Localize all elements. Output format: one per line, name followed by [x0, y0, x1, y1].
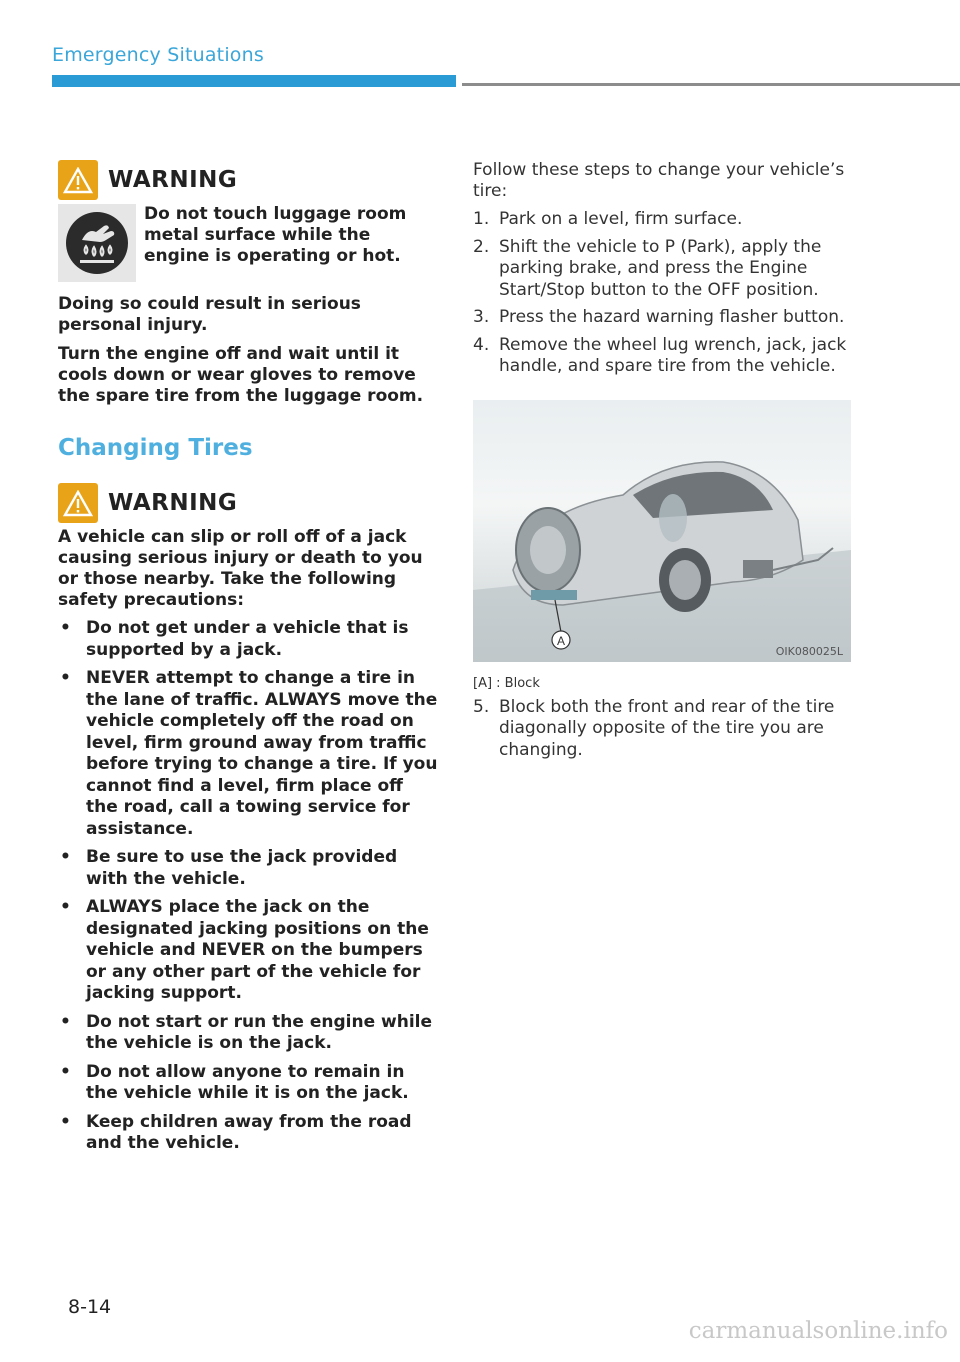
- car-illustration-icon: [473, 400, 851, 662]
- header-rule: [462, 83, 960, 86]
- step-item: 2. Shift the vehicle to P (Park), apply the parking brake, and press the Engine Start/Stop button to the OFF position.: [473, 236, 822, 300]
- list-item: • Do not start or run the engine while the vehicle is on the jack.: [60, 1011, 433, 1053]
- tire-change-steps-cont: [473, 697, 853, 762]
- warning-instruction: Turn the engine off and wait until it cools down or wear gloves to remove the spare tire from the luggage room.: [58, 344, 424, 406]
- figure-code: OIK080025L: [775, 644, 843, 658]
- list-item: • ALWAYS place the jack on the designated jacking positions on the vehicle and NEVER on the bumpers or any other part of the vehicle for jacking support.: [60, 897, 429, 1003]
- step-item: 1. Park on a level, firm surface.: [473, 209, 743, 229]
- car-jack-illustration: [473, 400, 851, 662]
- left-column: [58, 160, 438, 1155]
- step-item: 4. Remove the wheel lug wrench, jack, jack handle, and spare tire from the vehicle.: [473, 334, 847, 376]
- hot-surface-notice: [58, 204, 438, 282]
- warning-icon: [58, 160, 98, 200]
- safety-precautions-list: [58, 618, 438, 1155]
- step-item: 5. Block both the front and rear of the tire diagonally opposite of the tire you are changing.: [473, 696, 835, 760]
- hot-surface-icon: [58, 204, 136, 282]
- list-item: • Be sure to use the jack provided with the vehicle.: [60, 847, 398, 889]
- list-item: • NEVER attempt to change a tire in the lane of traffic. ALWAYS move the vehicle completely off the road on level, firm ground away from traffic before trying to change a tire. If you cannot find a level, firm place off the road, call a towing service for assistance.: [60, 668, 438, 839]
- figure-caption: [A] : Block: [473, 675, 540, 691]
- right-column: [473, 160, 853, 761]
- list-item: • Do not get under a vehicle that is supported by a jack.: [60, 618, 409, 660]
- warning-label: WARNING: [108, 167, 238, 193]
- section-title: Changing Tires: [58, 435, 253, 461]
- header-rule-accent: [52, 75, 456, 87]
- warning-icon: [58, 483, 98, 523]
- warning-label-2: WARNING: [108, 490, 238, 516]
- jack-warning-intro: A vehicle can slip or roll off of a jack causing serious injury or death to you or those nearby. Take the following safety precautions:: [58, 527, 423, 610]
- warning-consequence: Doing so could result in serious personal injury.: [58, 294, 361, 335]
- steps-intro: Follow these steps to change your vehicle’s tire:: [473, 160, 845, 201]
- list-item: • Do not allow anyone to remain in the vehicle while it is on the jack.: [60, 1061, 409, 1103]
- list-item: • Keep children away from the road and the vehicle.: [60, 1111, 412, 1153]
- step-item: 3. Press the hazard warning flasher button.: [473, 307, 845, 327]
- tire-change-steps: [473, 209, 853, 378]
- warning-heading-2: [58, 483, 438, 523]
- hot-surface-text: Do not touch luggage room metal surface while the engine is operating or hot.: [144, 204, 407, 266]
- watermark: carmanualsonline.info: [688, 1318, 948, 1344]
- warning-heading: [58, 160, 438, 200]
- block-marker-label: A: [557, 633, 566, 648]
- page-number: 8-14: [68, 1296, 112, 1318]
- section-header: Emergency Situations: [52, 44, 264, 66]
